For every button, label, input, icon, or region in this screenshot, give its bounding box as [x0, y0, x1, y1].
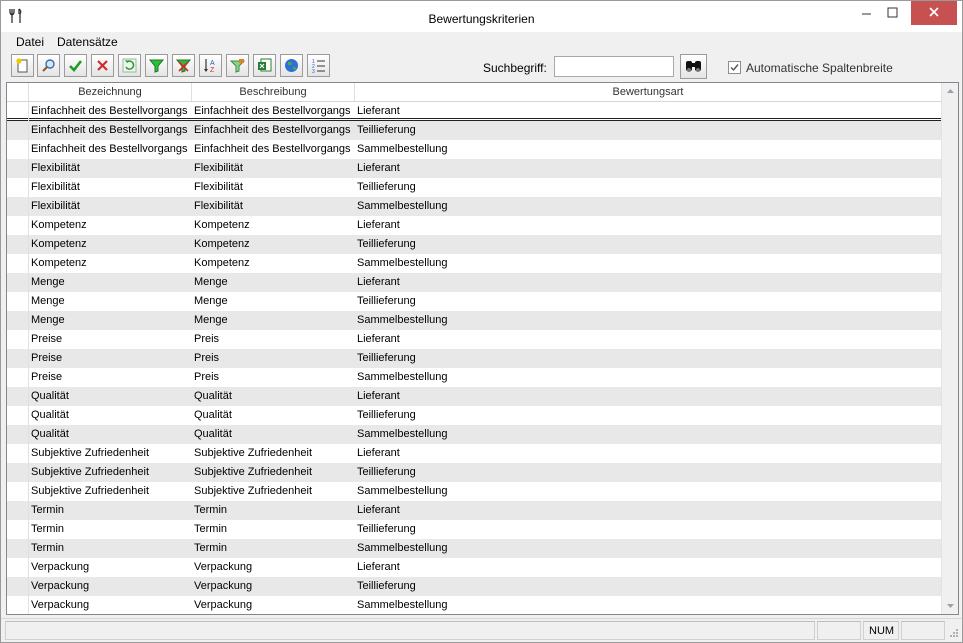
maximize-button[interactable]	[869, 1, 915, 25]
row-header[interactable]	[7, 273, 29, 292]
toolbar	[1, 52, 962, 81]
data-grid[interactable]	[6, 82, 959, 615]
table-row[interactable]	[7, 254, 941, 273]
table-row[interactable]	[7, 197, 941, 216]
table-row[interactable]	[7, 558, 941, 577]
column-header-bewertungsart[interactable]: Bewertungsart	[612, 86, 684, 98]
cell-bewertungsart[interactable]: Lieferant	[357, 504, 400, 516]
cell-bezeichnung[interactable]: Termin	[31, 504, 65, 516]
cell-bewertungsart[interactable]: Sammelbestellung	[357, 257, 448, 269]
row-header[interactable]	[7, 444, 29, 463]
cell-beschreibung[interactable]: Flexibilität	[194, 200, 243, 212]
cell-bewertungsart[interactable]: Teillieferung	[357, 124, 416, 136]
refresh-icon	[122, 58, 137, 73]
cell-beschreibung[interactable]: Kompetenz	[194, 219, 250, 231]
row-header[interactable]	[7, 501, 29, 520]
cell-bewertungsart[interactable]: Sammelbestellung	[357, 143, 448, 155]
cell-bewertungsart[interactable]: Teillieferung	[357, 181, 416, 193]
row-header[interactable]	[7, 254, 29, 273]
cell-beschreibung[interactable]: Preis	[194, 333, 220, 345]
cell-bezeichnung[interactable]: Verpackung	[31, 599, 90, 611]
cell-beschreibung[interactable]: Termin	[194, 542, 228, 554]
cell-bezeichnung[interactable]: Preise	[31, 352, 63, 364]
numbered-list-button[interactable]	[307, 54, 330, 77]
column-header-bezeichnung[interactable]: Bezeichnung	[29, 83, 192, 101]
cell-beschreibung[interactable]: Subjektive Zufriedenheit	[194, 466, 313, 478]
cell-beschreibung[interactable]: Flexibilität	[194, 181, 243, 193]
table-row[interactable]	[7, 520, 941, 539]
table-row[interactable]	[7, 178, 941, 197]
search-magnifier-icon	[41, 58, 56, 73]
excel-export-button[interactable]	[253, 54, 276, 77]
cell-bezeichnung[interactable]: Menge	[31, 276, 65, 288]
row-header[interactable]	[7, 121, 29, 140]
cell-bewertungsart[interactable]: Teillieferung	[357, 295, 416, 307]
cell-beschreibung[interactable]: Qualität	[194, 428, 232, 440]
title-bar[interactable]	[1, 1, 962, 32]
row-header[interactable]	[7, 235, 29, 254]
svg-text:2: 2	[312, 64, 315, 70]
cell-bewertungsart[interactable]: Sammelbestellung	[357, 200, 448, 212]
row-header[interactable]	[7, 539, 29, 558]
cell-bewertungsart[interactable]: Teillieferung	[357, 580, 416, 592]
search-input[interactable]	[554, 56, 674, 77]
table-row[interactable]	[7, 501, 941, 520]
cell-beschreibung[interactable]: Subjektive Zufriedenheit	[194, 485, 313, 497]
cell-bewertungsart[interactable]: Sammelbestellung	[357, 371, 448, 383]
table-row[interactable]	[7, 159, 941, 178]
binoculars-icon	[681, 55, 706, 78]
row-header[interactable]	[7, 520, 29, 539]
confirm-check-icon	[68, 58, 83, 73]
filter-options-icon	[230, 58, 245, 73]
cancel-x-icon	[95, 58, 110, 73]
cell-bezeichnung[interactable]: Flexibilität	[31, 162, 80, 174]
table-row[interactable]	[7, 140, 941, 159]
status-pane-scroll	[901, 621, 945, 640]
cell-bezeichnung[interactable]: Menge	[31, 295, 65, 307]
column-header-beschreibung[interactable]: Beschreibung	[192, 83, 355, 101]
table-row[interactable]	[7, 349, 941, 368]
table-row[interactable]	[7, 216, 941, 235]
row-header[interactable]	[7, 330, 29, 349]
scroll-down-icon	[942, 597, 959, 614]
row-header[interactable]	[7, 406, 29, 425]
cell-bewertungsart[interactable]: Lieferant	[357, 276, 400, 288]
row-header[interactable]	[7, 577, 29, 596]
cancel-button[interactable]	[91, 54, 114, 77]
table-row[interactable]	[7, 102, 941, 121]
cell-bezeichnung[interactable]: Preise	[31, 333, 63, 345]
scroll-down-button[interactable]	[942, 597, 959, 614]
cell-bewertungsart[interactable]: Teillieferung	[357, 523, 416, 535]
close-icon	[911, 1, 957, 25]
cell-beschreibung[interactable]: Kompetenz	[194, 238, 250, 250]
table-row[interactable]	[7, 406, 941, 425]
cell-beschreibung[interactable]: Menge	[194, 295, 228, 307]
cell-bewertungsart[interactable]: Teillieferung	[357, 238, 416, 250]
cell-beschreibung[interactable]: Einfachheit des Bestellvorgangs	[194, 124, 351, 136]
cell-beschreibung[interactable]: Preis	[194, 371, 220, 383]
row-header[interactable]	[7, 216, 29, 235]
excel-export-icon	[257, 58, 272, 73]
close-button[interactable]	[911, 1, 957, 25]
menu-datei[interactable]: Datei	[16, 35, 45, 49]
row-header[interactable]	[7, 387, 29, 406]
autowidth-checkbox[interactable]	[728, 61, 741, 74]
cell-beschreibung[interactable]: Einfachheit des Bestellvorgangs	[194, 105, 351, 117]
table-row[interactable]	[7, 311, 941, 330]
cell-bezeichnung[interactable]: Kompetenz	[31, 238, 87, 250]
cell-beschreibung[interactable]: Einfachheit des Bestellvorgangs	[194, 143, 351, 155]
cell-bezeichnung[interactable]: Termin	[31, 523, 65, 535]
table-row[interactable]	[7, 273, 941, 292]
cell-beschreibung[interactable]: Termin	[194, 523, 228, 535]
svg-text:3: 3	[312, 69, 315, 73]
checkmark-icon	[729, 62, 740, 73]
filter-options-button[interactable]	[226, 54, 249, 77]
row-header[interactable]	[7, 102, 29, 121]
cell-beschreibung[interactable]: Verpackung	[194, 580, 253, 592]
cell-bezeichnung[interactable]: Qualität	[31, 390, 69, 402]
table-row[interactable]	[7, 482, 941, 501]
status-pane-main	[5, 621, 815, 640]
cell-beschreibung[interactable]: Flexibilität	[194, 162, 243, 174]
table-row[interactable]	[7, 539, 941, 558]
cell-bezeichnung[interactable]: Flexibilität	[31, 181, 80, 193]
table-row[interactable]	[7, 292, 941, 311]
scroll-up-icon	[942, 83, 959, 100]
cell-beschreibung[interactable]: Menge	[194, 314, 228, 326]
cell-bezeichnung[interactable]: Einfachheit des Bestellvorgangs	[31, 143, 188, 155]
numbered-list-icon	[311, 58, 326, 73]
sort-az-icon	[203, 58, 218, 73]
num-lock-indicator: NUM	[869, 625, 895, 637]
cell-bewertungsart[interactable]: Lieferant	[357, 333, 400, 345]
cell-bewertungsart[interactable]: Lieferant	[357, 219, 400, 231]
row-header[interactable]	[7, 292, 29, 311]
cell-bewertungsart[interactable]: Lieferant	[357, 447, 400, 459]
new-record-icon	[15, 58, 30, 73]
globe-icon	[284, 58, 299, 73]
search-label: Suchbegriff:	[483, 61, 547, 75]
cell-beschreibung[interactable]: Menge	[194, 276, 228, 288]
cell-beschreibung[interactable]: Qualität	[194, 390, 232, 402]
cell-beschreibung[interactable]: Verpackung	[194, 561, 253, 573]
grid-header	[7, 83, 941, 102]
cell-bewertungsart[interactable]: Sammelbestellung	[357, 428, 448, 440]
cell-bezeichnung[interactable]: Einfachheit des Bestellvorgangs	[31, 105, 188, 117]
remove-filter-icon	[176, 58, 191, 73]
row-header[interactable]	[7, 425, 29, 444]
table-row[interactable]	[7, 368, 941, 387]
row-header[interactable]	[7, 159, 29, 178]
row-header[interactable]	[7, 596, 29, 615]
cell-bezeichnung[interactable]: Termin	[31, 542, 65, 554]
row-header-corner	[7, 83, 29, 101]
table-row[interactable]	[7, 596, 941, 615]
row-header[interactable]	[7, 368, 29, 387]
cell-beschreibung[interactable]: Qualität	[194, 409, 232, 421]
autowidth-label[interactable]: Automatische Spaltenbreite	[746, 61, 893, 75]
cell-bewertungsart[interactable]: Lieferant	[357, 561, 400, 573]
cell-bewertungsart[interactable]: Sammelbestellung	[357, 599, 448, 611]
cell-bezeichnung[interactable]: Flexibilität	[31, 200, 80, 212]
table-row[interactable]	[7, 121, 941, 140]
cell-bewertungsart[interactable]: Sammelbestellung	[357, 485, 448, 497]
cell-beschreibung[interactable]: Subjektive Zufriedenheit	[194, 447, 313, 459]
save-button[interactable]	[64, 54, 87, 77]
table-row[interactable]	[7, 444, 941, 463]
row-header[interactable]	[7, 311, 29, 330]
menu-bar	[1, 32, 962, 50]
cell-bezeichnung[interactable]: Subjektive Zufriedenheit	[31, 485, 150, 497]
cell-beschreibung[interactable]: Termin	[194, 504, 228, 516]
maximize-icon	[869, 1, 915, 25]
cell-bewertungsart[interactable]: Sammelbestellung	[357, 314, 448, 326]
cell-bezeichnung[interactable]: Preise	[31, 371, 63, 383]
cell-bezeichnung[interactable]: Verpackung	[31, 580, 90, 592]
cell-bewertungsart[interactable]: Teillieferung	[357, 466, 416, 478]
table-row[interactable]	[7, 425, 941, 444]
window-title: Bewertungskriterien	[428, 12, 535, 26]
sort-button[interactable]	[199, 54, 222, 77]
cell-bewertungsart[interactable]: Teillieferung	[357, 352, 416, 364]
menu-datensaetze[interactable]: Datensätze	[57, 35, 118, 49]
cell-beschreibung[interactable]: Preis	[194, 352, 220, 364]
cell-bewertungsart[interactable]: Lieferant	[357, 105, 400, 117]
cell-bewertungsart[interactable]: Lieferant	[357, 162, 400, 174]
find-button[interactable]	[680, 54, 707, 79]
svg-text:Z: Z	[210, 67, 215, 73]
cell-bezeichnung[interactable]: Qualität	[31, 428, 69, 440]
cell-bewertungsart[interactable]: Sammelbestellung	[357, 542, 448, 554]
cell-bezeichnung[interactable]: Qualität	[31, 409, 69, 421]
scroll-up-button[interactable]	[942, 83, 959, 100]
cell-beschreibung[interactable]: Verpackung	[194, 599, 253, 611]
status-pane-caps	[817, 621, 861, 640]
svg-text:1: 1	[312, 59, 315, 65]
new-record-button[interactable]	[11, 54, 34, 77]
table-row[interactable]	[7, 577, 941, 596]
cell-bezeichnung[interactable]: Menge	[31, 314, 65, 326]
row-header[interactable]	[7, 178, 29, 197]
search-record-button[interactable]	[37, 54, 60, 77]
vertical-scrollbar[interactable]	[941, 83, 959, 614]
status-bar	[1, 618, 962, 643]
cell-bezeichnung[interactable]: Verpackung	[31, 561, 90, 573]
web-button[interactable]	[280, 54, 303, 77]
refresh-button[interactable]	[118, 54, 141, 77]
row-header[interactable]	[7, 482, 29, 501]
row-header[interactable]	[7, 349, 29, 368]
cell-bezeichnung[interactable]: Kompetenz	[31, 219, 87, 231]
table-row[interactable]	[7, 330, 941, 349]
cell-bezeichnung[interactable]: Einfachheit des Bestellvorgangs	[31, 124, 188, 136]
cell-bezeichnung[interactable]: Subjektive Zufriedenheit	[31, 466, 150, 478]
table-row[interactable]	[7, 235, 941, 254]
remove-filter-button[interactable]	[172, 54, 195, 77]
cell-bewertungsart[interactable]: Lieferant	[357, 390, 400, 402]
resize-grip-icon[interactable]	[947, 628, 959, 640]
row-header[interactable]	[7, 140, 29, 159]
cell-bezeichnung[interactable]: Kompetenz	[31, 257, 87, 269]
cell-bezeichnung[interactable]: Subjektive Zufriedenheit	[31, 447, 150, 459]
svg-text:A: A	[210, 60, 215, 67]
table-row[interactable]	[7, 387, 941, 406]
row-header[interactable]	[7, 463, 29, 482]
cell-beschreibung[interactable]: Kompetenz	[194, 257, 250, 269]
filter-icon	[149, 58, 164, 73]
cell-bewertungsart[interactable]: Teillieferung	[357, 409, 416, 421]
row-header[interactable]	[7, 558, 29, 577]
table-row[interactable]	[7, 463, 941, 482]
filter-button[interactable]	[145, 54, 168, 77]
row-header[interactable]	[7, 197, 29, 216]
